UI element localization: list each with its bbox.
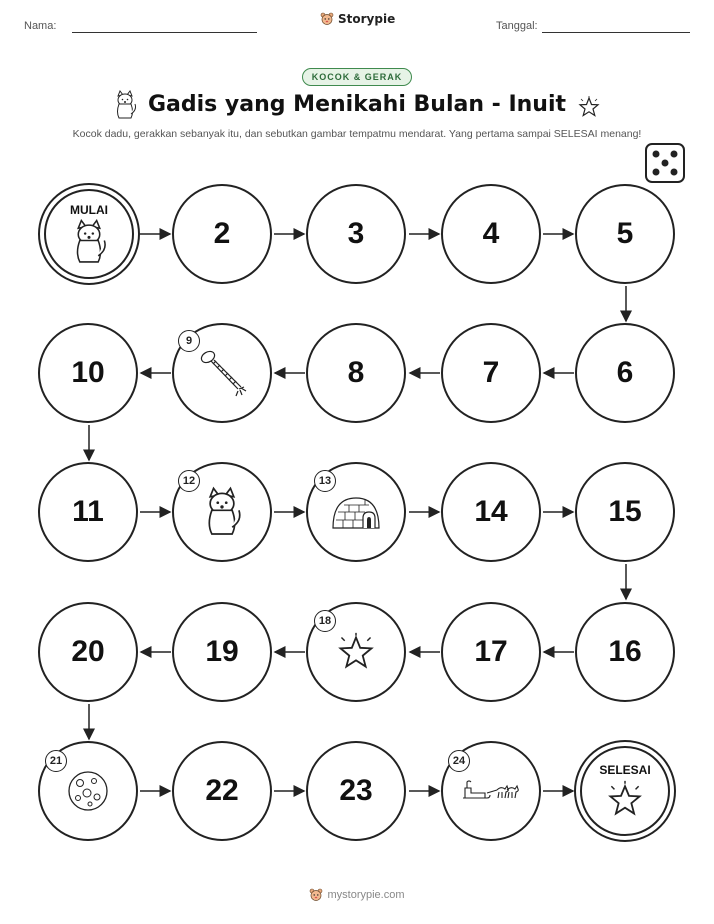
page-title: Gadis yang Menikahi Bulan - Inuit [147, 92, 567, 117]
bear-logo-icon [309, 888, 323, 902]
board-space-5 [575, 184, 675, 284]
space-number: 4 [482, 217, 500, 250]
space-number: 20 [71, 635, 105, 668]
rope-icon [194, 345, 250, 401]
finish-label: SELESAI [599, 763, 651, 777]
space-number: 3 [347, 217, 365, 250]
finish-space [574, 740, 676, 842]
igloo-icon [329, 492, 383, 532]
space-number-badge: 21 [45, 750, 67, 772]
date-label: Tanggal: [496, 20, 538, 32]
space-number: 22 [205, 774, 239, 807]
dog-sled-icon [461, 776, 521, 806]
space-number: 8 [347, 356, 365, 389]
space-number: 17 [474, 635, 508, 668]
board-space-15 [575, 462, 675, 562]
board-space-17 [441, 602, 541, 702]
board-space-19 [172, 602, 272, 702]
space-number: 10 [71, 356, 105, 389]
board-space-3 [306, 184, 406, 284]
space-number: 14 [474, 495, 508, 528]
space-number: 11 [72, 495, 104, 528]
space-number-badge: 18 [314, 610, 336, 632]
footer-url[interactable]: mystorypie.com [327, 889, 405, 901]
board-space-6 [575, 323, 675, 423]
instructions: Kocok dadu, gerakkan sebanyak itu, dan sebutkan gambar tempatmu mendarat. Yang pertama sampai SELESAI menang! [72, 128, 642, 140]
space-number: 23 [339, 774, 373, 807]
activity-tag: KOCOK & GERAK [302, 68, 412, 86]
space-number-badge: 12 [178, 470, 200, 492]
board-space-20 [38, 602, 138, 702]
star-icon [605, 779, 645, 819]
board-space-4 [441, 184, 541, 284]
start-label: MULAI [70, 203, 108, 217]
footer [0, 888, 714, 902]
board-space-11 [38, 462, 138, 562]
star-icon [336, 632, 376, 672]
space-number: 16 [608, 635, 642, 668]
moon-icon [65, 768, 111, 814]
board-space-22 [172, 741, 272, 841]
name-label: Nama: [24, 20, 57, 32]
board-space-8 [306, 323, 406, 423]
space-number-badge: 24 [448, 750, 470, 772]
dog-icon [200, 486, 244, 538]
space-number: 7 [482, 356, 500, 389]
dog-icon [69, 219, 109, 265]
start-space [38, 183, 140, 285]
space-number-badge: 9 [178, 330, 200, 352]
board-space-7 [441, 323, 541, 423]
space-number: 15 [608, 495, 642, 528]
board-space-10 [38, 323, 138, 423]
board-space-2 [172, 184, 272, 284]
space-number: 5 [616, 217, 634, 250]
brand-name: Storypie [338, 12, 396, 26]
board-space-14 [441, 462, 541, 562]
space-number: 19 [205, 635, 239, 668]
board-space-16 [575, 602, 675, 702]
board-space-23 [306, 741, 406, 841]
space-number: 6 [616, 356, 634, 389]
space-number-badge: 13 [314, 470, 336, 492]
space-number: 2 [213, 217, 231, 250]
